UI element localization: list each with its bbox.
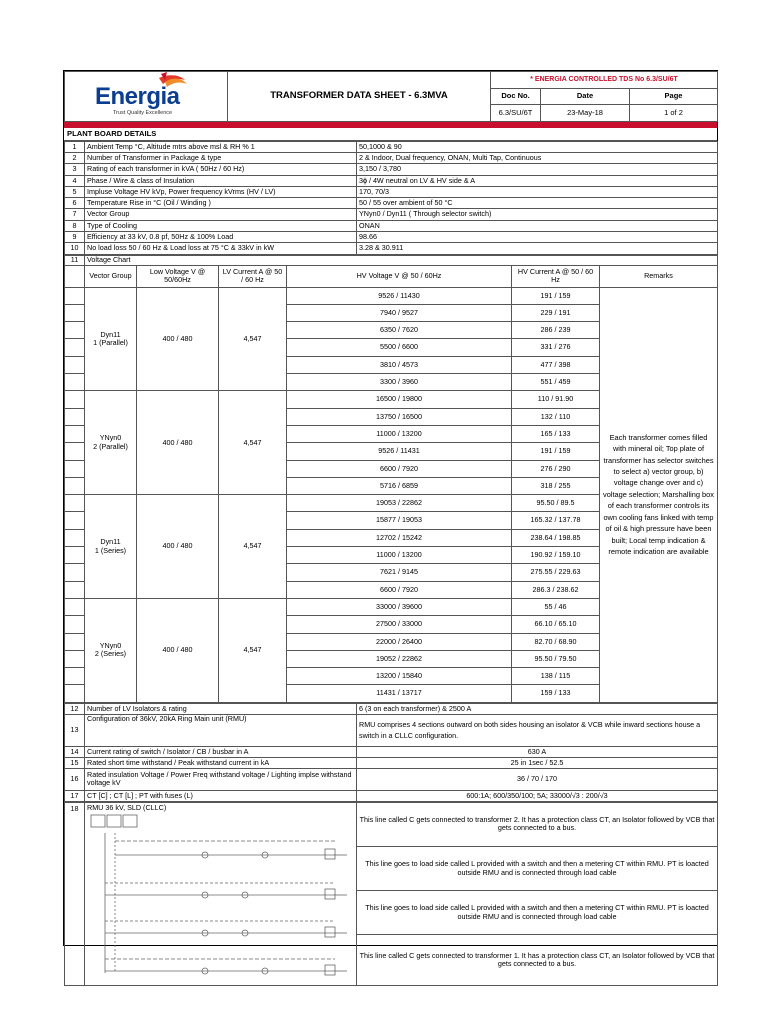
hv-voltage-cell: 7940 / 9527 xyxy=(287,304,512,321)
hv-current-cell: 132 / 110 xyxy=(512,408,600,425)
spacer-cell xyxy=(65,339,85,356)
hv-voltage-cell: 13750 / 16500 xyxy=(287,408,512,425)
spacer-cell xyxy=(65,356,85,373)
doc-no-label: Doc No. xyxy=(491,88,541,105)
vector-group-name: YNyn0 xyxy=(99,433,122,443)
detail-row xyxy=(65,757,718,768)
hv-voltage-cell: 16500 / 19800 xyxy=(287,391,512,408)
sld-diagram xyxy=(85,802,357,986)
sld-note-3: This line goes to load side called L provided with a switch and then a metering CT within RMU. PT is loacted outside RMU and is connected through load cable xyxy=(357,891,718,935)
voltage-chart-label: Voltage Chart xyxy=(85,255,718,265)
spacer-cell xyxy=(65,265,85,287)
row-number: 16 xyxy=(65,768,85,790)
detail-row xyxy=(65,175,718,186)
row-value: YNyn0 / Dyn11 ( Through selector switch) xyxy=(357,209,718,220)
spacer-cell xyxy=(65,564,85,581)
rmu-sld-diagram-icon xyxy=(85,813,355,983)
header-low-voltage: Low Voltage V @ 50/60Hz xyxy=(137,265,219,287)
company-name: Energia xyxy=(95,83,180,110)
row-number: 11 xyxy=(65,255,85,265)
row-value: 600:1A; 600/350/100; 5A; 33000/√3 : 200/√3 xyxy=(357,790,718,801)
row-value: ONAN xyxy=(357,220,718,231)
row-number: 15 xyxy=(65,757,85,768)
row-number: 14 xyxy=(65,746,85,757)
vector-group-name: Dyn11 xyxy=(100,329,121,339)
lv-current-cell: 4,547 xyxy=(219,287,287,391)
hv-voltage-cell: 13200 / 15840 xyxy=(287,668,512,685)
hv-current-cell: 138 / 115 xyxy=(512,668,600,685)
row-value: 630 A xyxy=(357,746,718,757)
spacer-cell xyxy=(65,425,85,442)
header-vector-group: Vector Group xyxy=(85,265,137,287)
hv-voltage-cell: 6350 / 7620 xyxy=(287,322,512,339)
vector-group-cell xyxy=(85,287,137,391)
sld-note-2: This line goes to load side called L provided with a switch and then a metering CT within RMU. PT is loacted outside RMU and is connected through load cable xyxy=(357,846,718,890)
date-label: Date xyxy=(541,88,630,105)
row-value: 98.66 xyxy=(357,232,718,243)
vector-group-cell xyxy=(85,391,137,495)
hv-current-cell: 66.10 / 65.10 xyxy=(512,616,600,633)
spacer-cell xyxy=(65,391,85,408)
row-label: Ambient Temp °C, Altitude mtrs above msl & RH % 1 xyxy=(85,141,357,152)
spacer-cell xyxy=(65,598,85,615)
page-label: Page xyxy=(630,88,718,105)
detail-row xyxy=(65,243,718,254)
vector-group-config: 2 (Series) xyxy=(94,649,127,659)
remarks-cell: Each transformer comes filled with mineral oil; Top plate of transformer has selector switches to select a) vector group, b) voltage change over and c) voltage selection; Marshalling box of each transformer controls its own cooling fans linked with temp of oil & high pressure have been built; Local temp indication & remote indication are available xyxy=(600,287,718,702)
spacer-cell xyxy=(65,477,85,494)
hv-voltage-cell: 19053 / 22862 xyxy=(287,495,512,512)
hv-voltage-cell: 6600 / 7920 xyxy=(287,581,512,598)
hv-current-cell: 159 / 133 xyxy=(512,685,600,702)
spacer-cell xyxy=(65,495,85,512)
spacer-cell xyxy=(65,616,85,633)
header-remarks: Remarks xyxy=(600,265,718,287)
hv-current-cell: 191 / 159 xyxy=(512,287,600,304)
row-label: Number of LV Isolators & rating xyxy=(85,703,357,714)
hv-voltage-cell: 9526 / 11431 xyxy=(287,443,512,460)
row-label: CT [C] ; CT [L] ; PT with fuses (L) xyxy=(85,790,357,801)
sld-table xyxy=(64,802,718,987)
row-label: Configuration of 36kV, 20kA Ring Main unit (RMU) xyxy=(85,714,357,746)
low-voltage-cell: 400 / 480 xyxy=(137,287,219,391)
spacer-cell xyxy=(65,685,85,702)
detail-row xyxy=(65,152,718,163)
row-value: RMU comprises 4 sections outward on both sides housing an isolator & VCB while inward sections house a switch in a CLLC configuration. xyxy=(357,714,718,746)
lv-current-cell: 4,547 xyxy=(219,495,287,599)
row-label: Rated insulation Voltage / Power Freq withstand voltage / Lighting implse withstand voltage kV xyxy=(85,768,357,790)
hv-voltage-cell: 6600 / 7920 xyxy=(287,460,512,477)
row-value: 170, 70/3 xyxy=(357,186,718,197)
sld-note-4: This line called C gets connected to transformer 1. It has a protection class CT, an Isolator followed by VCB that gets connected to a bus. xyxy=(357,935,718,986)
hv-current-cell: 275.55 / 229.63 xyxy=(512,564,600,581)
row-number: 8 xyxy=(65,220,85,231)
hv-current-cell: 190.92 / 159.10 xyxy=(512,547,600,564)
hv-voltage-cell: 19052 / 22862 xyxy=(287,650,512,667)
hv-current-cell: 165 / 133 xyxy=(512,425,600,442)
voltage-chart-title-row xyxy=(65,255,718,265)
spacer-cell xyxy=(65,304,85,321)
spacer-cell xyxy=(65,322,85,339)
hv-voltage-cell: 5716 / 6859 xyxy=(287,477,512,494)
spacer-cell xyxy=(65,547,85,564)
hv-current-cell: 318 / 255 xyxy=(512,477,600,494)
spacer-cell xyxy=(65,287,85,304)
spacer-cell xyxy=(65,408,85,425)
voltage-chart-header-row xyxy=(65,265,718,287)
lv-current-cell: 4,547 xyxy=(219,598,287,702)
row-number: 3 xyxy=(65,164,85,175)
detail-row xyxy=(65,220,718,231)
hv-current-cell: 331 / 276 xyxy=(512,339,600,356)
header-hv-current: HV Current A @ 50 / 60 Hz xyxy=(512,265,600,287)
sld-label: RMU 36 kV, SLD (CLLC) xyxy=(87,802,167,812)
hv-current-cell: 95.50 / 79.50 xyxy=(512,650,600,667)
hv-voltage-cell: 12702 / 15242 xyxy=(287,529,512,546)
row-value: 36 / 70 / 170 xyxy=(357,768,718,790)
row-label: Rating of each transformer in kVA ( 50Hz / 60 Hz) xyxy=(85,164,357,175)
row-value: 2 & Indoor, Dual frequency, ONAN, Multi Tap, Continuous xyxy=(357,152,718,163)
detail-row xyxy=(65,141,718,152)
hv-voltage-cell: 5500 / 6600 xyxy=(287,339,512,356)
row-value: 6 (3 on each transformer) & 2500 A xyxy=(357,703,718,714)
detail-row xyxy=(65,186,718,197)
vector-group-config: 1 (Parallel) xyxy=(93,337,128,347)
spacer-cell xyxy=(65,581,85,598)
row-number: 2 xyxy=(65,152,85,163)
header-table xyxy=(64,71,718,122)
details-table-2 xyxy=(64,703,718,802)
row-label: No load loss 50 / 60 Hz & Load loss at 75 °C & 33kV in kW xyxy=(85,243,357,254)
vector-group-cell xyxy=(85,495,137,599)
lv-current-cell: 4,547 xyxy=(219,391,287,495)
hv-voltage-cell: 22000 / 26400 xyxy=(287,633,512,650)
row-number: 9 xyxy=(65,232,85,243)
detail-row xyxy=(65,703,718,714)
page-value: 1 of 2 xyxy=(630,105,718,122)
row-label: Current rating of switch / Isolator / CB / busbar in A xyxy=(85,746,357,757)
row-label: Number of Transformer in Package & type xyxy=(85,152,357,163)
row-label: Type of Cooling xyxy=(85,220,357,231)
row-value: 3.28 & 30.911 xyxy=(357,243,718,254)
vector-group-name: YNyn0 xyxy=(99,641,122,651)
hv-current-cell: 95.50 / 89.5 xyxy=(512,495,600,512)
hv-current-cell: 551 / 459 xyxy=(512,374,600,391)
row-number: 4 xyxy=(65,175,85,186)
row-label: Impluse Voltage HV kVp, Power frequency kVrms (HV / LV) xyxy=(85,186,357,197)
detail-row xyxy=(65,209,718,220)
row-value: 50,1000 & 90 xyxy=(357,141,718,152)
spacer-cell xyxy=(65,633,85,650)
row-value: 25 in 1sec / 52.5 xyxy=(357,757,718,768)
date-value: 23-May-18 xyxy=(541,105,630,122)
sheet-title: TRANSFORMER DATA SHEET - 6.3MVA xyxy=(228,72,491,122)
row-label: Temperature Rise in °C (Oil / Winding ) xyxy=(85,198,357,209)
section-title: PLANT BOARD DETAILS xyxy=(64,128,717,141)
row-number: 10 xyxy=(65,243,85,254)
row-number: 12 xyxy=(65,703,85,714)
row-number: 13 xyxy=(65,714,85,746)
hv-current-cell: 229 / 191 xyxy=(512,304,600,321)
logo xyxy=(65,72,228,122)
spacer-cell xyxy=(65,650,85,667)
company-tagline: Trust Quality Excellence xyxy=(113,110,173,116)
detail-row xyxy=(65,164,718,175)
low-voltage-cell: 400 / 480 xyxy=(137,598,219,702)
row-label: Vector Group xyxy=(85,209,357,220)
voltage-chart-table xyxy=(64,255,718,703)
vector-group-cell xyxy=(85,598,137,702)
hv-current-cell: 55 / 46 xyxy=(512,598,600,615)
spacer-cell xyxy=(65,529,85,546)
hv-current-cell: 82.70 / 68.90 xyxy=(512,633,600,650)
spacer-cell xyxy=(65,668,85,685)
hv-current-cell: 191 / 159 xyxy=(512,443,600,460)
vector-group-name: Dyn11 xyxy=(100,537,121,547)
detail-row xyxy=(65,198,718,209)
row-number: 5 xyxy=(65,186,85,197)
voltage-chart-row xyxy=(65,287,718,304)
row-number: 6 xyxy=(65,198,85,209)
row-value: 50 / 55 over ambient of 50 °C xyxy=(357,198,718,209)
hv-voltage-cell: 27500 / 33000 xyxy=(287,616,512,633)
row-value: 3,150 / 3,780 xyxy=(357,164,718,175)
detail-row xyxy=(65,232,718,243)
spacer-cell xyxy=(65,443,85,460)
row-number: 7 xyxy=(65,209,85,220)
hv-current-cell: 477 / 398 xyxy=(512,356,600,373)
controlled-note: * ENERGIA CONTROLLED TDS No 6.3/SU/6T xyxy=(491,72,718,89)
row-value: 3ɸ / 4W neutral on LV & HV side & A xyxy=(357,175,718,186)
sld-note-1: This line called C gets connected to transformer 2. It has a protection class CT, an Isolator followed by VCB that gets connected to a bus. xyxy=(357,802,718,846)
hv-voltage-cell: 11431 / 13717 xyxy=(287,685,512,702)
hv-voltage-cell: 3300 / 3960 xyxy=(287,374,512,391)
hv-current-cell: 238.64 / 198.85 xyxy=(512,529,600,546)
hv-current-cell: 110 / 91.90 xyxy=(512,391,600,408)
row-label: Efficiency at 33 kV, 0.8 pf, 50Hz & 100% Load xyxy=(85,232,357,243)
detail-row xyxy=(65,790,718,801)
hv-voltage-cell: 33000 / 39600 xyxy=(287,598,512,615)
details-table xyxy=(64,141,718,255)
hv-current-cell: 286 / 239 xyxy=(512,322,600,339)
row-number: 17 xyxy=(65,790,85,801)
spacer-cell xyxy=(65,374,85,391)
low-voltage-cell: 400 / 480 xyxy=(137,391,219,495)
hv-current-cell: 286.3 / 238.62 xyxy=(512,581,600,598)
row-label: Phase / Wire & class of Insulation xyxy=(85,175,357,186)
hv-current-cell: 165.32 / 137.78 xyxy=(512,512,600,529)
row-number: 1 xyxy=(65,141,85,152)
hv-voltage-cell: 15877 / 19053 xyxy=(287,512,512,529)
header-hv-voltage: HV Voltage V @ 50 / 60Hz xyxy=(287,265,512,287)
detail-row xyxy=(65,746,718,757)
hv-current-cell: 276 / 290 xyxy=(512,460,600,477)
hv-voltage-cell: 11000 / 13200 xyxy=(287,547,512,564)
detail-row xyxy=(65,768,718,790)
hv-voltage-cell: 11000 / 13200 xyxy=(287,425,512,442)
sld-no: 18 xyxy=(65,802,85,986)
detail-row xyxy=(65,714,718,746)
spacer-cell xyxy=(65,512,85,529)
hv-voltage-cell: 3810 / 4573 xyxy=(287,356,512,373)
vector-group-config: 2 (Parallel) xyxy=(93,441,128,451)
row-label: Rated short time withstand / Peak withstand current in kA xyxy=(85,757,357,768)
spacer-cell xyxy=(65,460,85,477)
vector-group-config: 1 (Series) xyxy=(94,545,127,555)
data-sheet xyxy=(63,70,718,969)
doc-no-value: 6.3/SU/6T xyxy=(491,105,541,122)
header-lv-current: LV Current A @ 50 / 60 Hz xyxy=(219,265,287,287)
hv-voltage-cell: 7621 / 9145 xyxy=(287,564,512,581)
hv-voltage-cell: 9526 / 11430 xyxy=(287,287,512,304)
low-voltage-cell: 400 / 480 xyxy=(137,495,219,599)
